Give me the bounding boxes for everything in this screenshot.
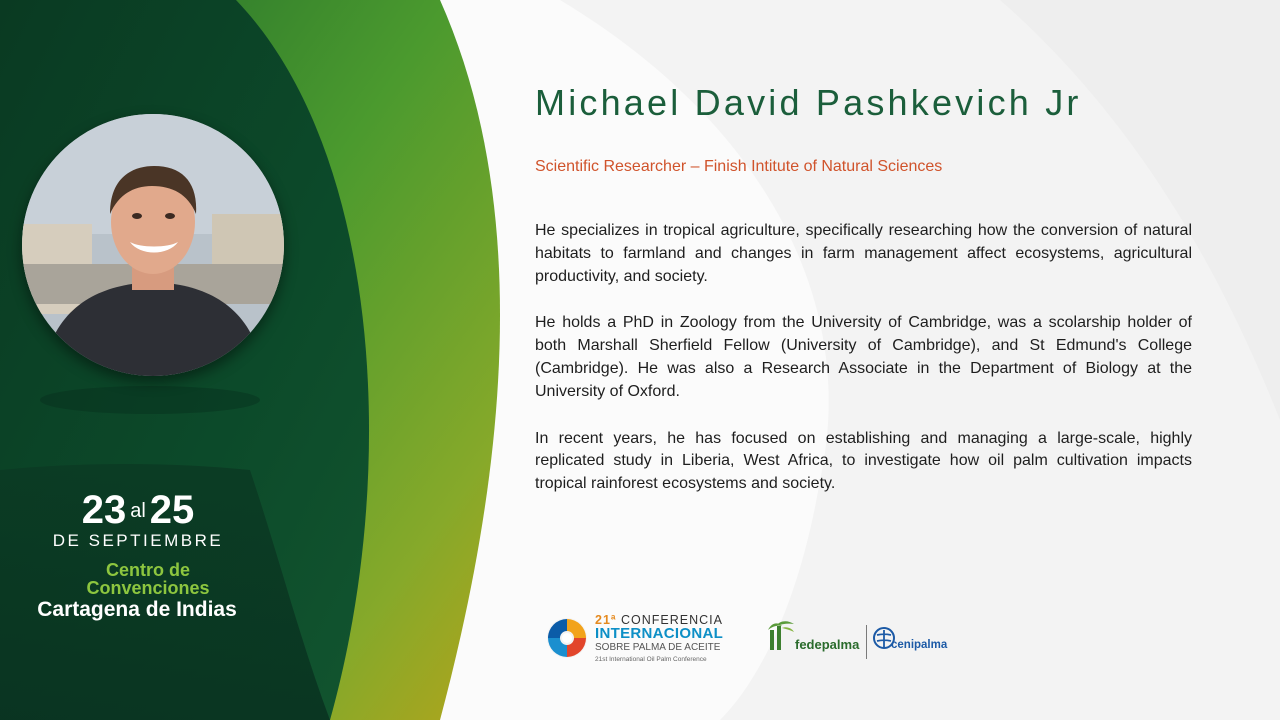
fedepalma-logo: [768, 620, 863, 656]
event-month: DE SEPTIEMBRE: [52, 531, 224, 550]
venue-line-2: Convenciones: [86, 578, 210, 598]
bio-paragraph: In recent years, he has focused on establishing and managing a large-scale, highly replicated study in Liberia, West Africa, to investigate how oil palm cultivation impacts tropical rainforest ecosystems and society.: [535, 429, 1192, 493]
fedepalma-logo-text: fedepalma: [795, 637, 860, 652]
cenipalma-logo-text: cenipalma: [891, 639, 948, 651]
day-joiner: al: [130, 500, 146, 522]
venue-name: [0, 561, 296, 597]
logo-divider: [866, 625, 867, 659]
event-city: Cartagena de Indias: [37, 598, 237, 621]
venue-line-1: Centro de: [105, 560, 190, 580]
day-start: 23: [81, 488, 127, 532]
conference-swirl-icon: [546, 617, 588, 659]
cenipalma-logo: [873, 626, 953, 658]
speaker-photo: [22, 114, 284, 376]
conference-logo-line-3: SOBRE PALMA DE ACEITE: [595, 642, 721, 653]
conference-logo-line-1: 21ª CONFERENCIA: [595, 613, 723, 627]
speaker-role: Scientific Researcher – Finish Intitute of Natural Sciences: [535, 158, 943, 175]
date-range: [0, 488, 276, 533]
speaker-name: Michael David Pashkevich Jr: [535, 82, 1082, 123]
conference-logo-line-2: INTERNACIONAL: [595, 625, 724, 642]
speaker-bio: [535, 220, 1192, 520]
speaker-portrait-icon: [22, 114, 284, 376]
bio-paragraph: He holds a PhD in Zoology from the University of Cambridge, was a scolarship holder of both Marshall Sherfield Fellow (University of Cambridge), and St Edmund's College (Cambridge). He was also a Research Associate in the Department of Biology at the University of Oxford.: [535, 314, 1192, 400]
bio-paragraph: He specializes in tropical agriculture, specifically researching how the conversion of natural habitats to farmland and changes in farm management affect ecosystems, agricultural productivity, and society.: [535, 222, 1192, 285]
day-end: 25: [149, 488, 195, 532]
event-dates: [0, 488, 276, 551]
conference-logo-line-4: 21st International Oil Palm Conference: [595, 656, 707, 663]
palm-tree-icon: [768, 620, 796, 652]
conference-logo: [546, 612, 746, 668]
